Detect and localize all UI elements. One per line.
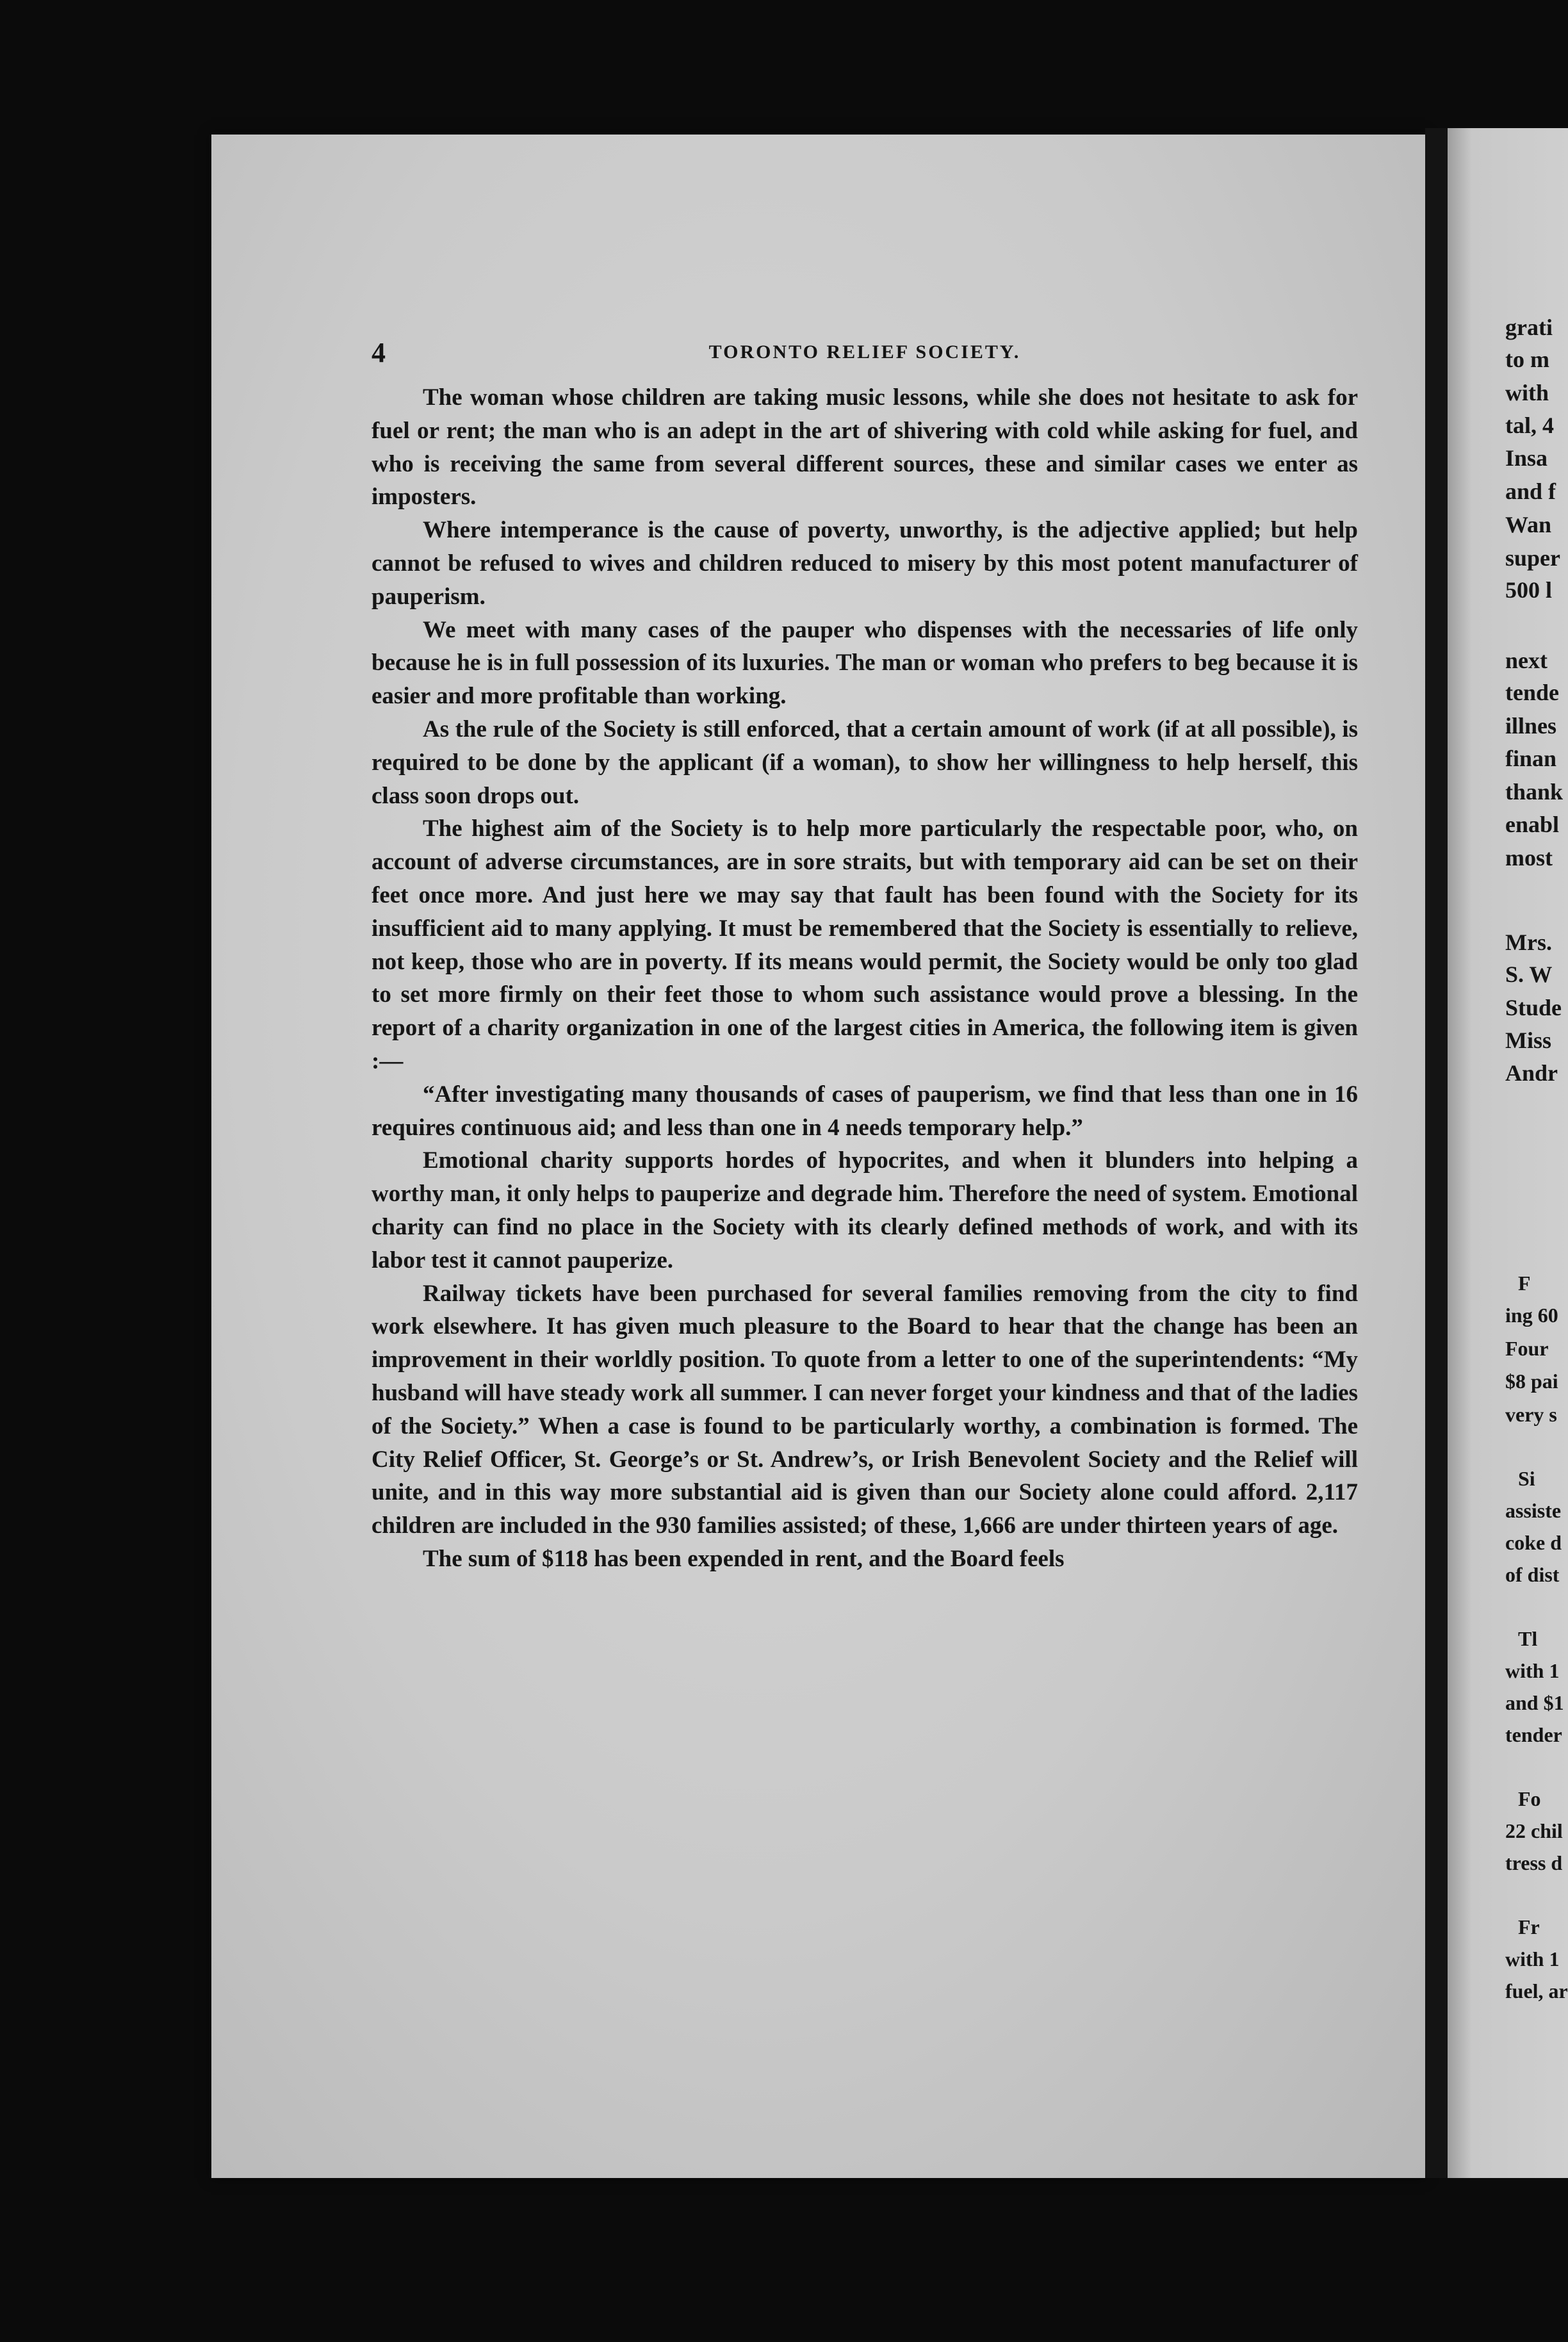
paragraph: We meet with many cases of the pauper who dispenses with the necessaries of life only because he is in full possession of its luxuries. The man or woman who prefers to beg because it is easier and more profitable than working. bbox=[372, 616, 1358, 710]
facing-page-fragment: and $1 bbox=[1505, 1691, 1564, 1714]
facing-page-fragment: finan bbox=[1505, 746, 1557, 771]
facing-page-fragment: 22 chil bbox=[1505, 1819, 1563, 1842]
facing-page-fragment: S. W bbox=[1505, 962, 1553, 987]
page-body bbox=[372, 336, 1358, 1576]
paragraph: The woman whose children are taking music lessons, while she does not hesitate to ask for fuel or rent; the man who is an adept in the art of shivering with cold while asking for fuel, and who is receiving the same from several different sources, these and similar cases we enter as imposters. bbox=[372, 384, 1358, 511]
facing-page-fragment: most bbox=[1505, 845, 1553, 871]
running-head: TORONTO RELIEF SOCIETY. bbox=[708, 341, 1021, 363]
facing-page-fragment: of dist bbox=[1505, 1563, 1560, 1586]
facing-page-fragment: Andr bbox=[1505, 1060, 1558, 1086]
book-page bbox=[211, 135, 1425, 2178]
facing-page-fragment: Four bbox=[1505, 1337, 1549, 1360]
facing-page-fragment: F bbox=[1518, 1272, 1531, 1295]
facing-page-fragment: tender bbox=[1505, 1723, 1562, 1746]
quotation-paragraph: “After investigating many thousands of cases of pauperism, we find that less than one in 16 requires continuous aid; and less than one in 4 needs temporary help.” bbox=[372, 1081, 1358, 1141]
facing-page-fragment: Fo bbox=[1518, 1787, 1541, 1810]
facing-page-fragment: Stude bbox=[1505, 995, 1562, 1020]
book-gutter bbox=[1425, 128, 1448, 2178]
facing-page-fragment: thank bbox=[1505, 779, 1564, 805]
facing-page-fragment: Fr bbox=[1518, 1915, 1540, 1938]
facing-page-fragment: and f bbox=[1505, 479, 1556, 504]
paragraph: The highest aim of the Society is to help more particularly the respectable poor, who, on account of adverse circumstances, are in sore straits, but with temporary aid can be set on their feet once more. And just here we may say that fault has been found with the Society for its insufficient aid to many applying. It must be remembered that the Society is essentially to relieve, not keep, those who are in poverty. If its means would permit, the Society would be only too glad to set more firmly on their feet those to whom such assistance would prove a blessing. In the report of a charity organization in one of the largest cities in America, the following item is given :— bbox=[372, 815, 1358, 1074]
facing-page-fragment: tende bbox=[1505, 680, 1559, 705]
facing-page-fragment: Si bbox=[1518, 1467, 1535, 1490]
facing-page-fragment: super bbox=[1505, 545, 1561, 571]
facing-page-fragment: with bbox=[1505, 380, 1549, 405]
paragraph: Where intemperance is the cause of poverty, unworthy, is the adjective applied; but help cannot be refused to wives and children reduced to misery by this most potent manufacturer of pauperism. bbox=[372, 517, 1358, 610]
facing-page-fragment: to m bbox=[1505, 347, 1549, 372]
facing-page-fragment: 500 l bbox=[1505, 577, 1553, 603]
facing-page-fragment: very s bbox=[1505, 1403, 1557, 1426]
facing-page-fragment: Tl bbox=[1518, 1627, 1538, 1650]
facing-page-fragment: with 1 bbox=[1505, 1659, 1560, 1682]
page-header bbox=[372, 336, 1358, 381]
paragraph: As the rule of the Society is still enforced, that a certain amount of work (if at all possible), is required to be done by the applicant (if a woman), to show her willingness to help herself, this class soon drops out. bbox=[372, 716, 1358, 809]
facing-page-fragment: $8 pai bbox=[1505, 1370, 1558, 1393]
paragraph: The sum of $118 has been expended in rent, and the Board feels bbox=[423, 1545, 1065, 1572]
paragraph: Railway tickets have been purchased for several families removing from the city to find work elsewhere. It has given much pleasure to the Board to hear that the change has been an improvement in their worldly position. To quote from a letter to one of the superintendents: “My husband will have steady work all summer. I can never forget your kindness and that of the ladies of the Society.” When a case is found to be particularly worthy, a combination is formed. The City Relief Officer, St. George’s or St. Andrew’s, or Irish Benevolent Society and the Relief will unite, and in this way more substantial aid is given than our Society alone could afford. 2,117 children are included in the 930 families assisted; of these, 1,666 are under thirteen years of age. bbox=[372, 1280, 1358, 1539]
facing-page-fragment: coke d bbox=[1505, 1531, 1562, 1554]
facing-page-fragment: grati bbox=[1505, 315, 1553, 340]
facing-page-fragment: fuel, ar bbox=[1505, 1979, 1568, 2002]
facing-page-fragment: Insa bbox=[1505, 445, 1548, 471]
facing-page bbox=[1448, 128, 1568, 2178]
facing-page-fragment: with 1 bbox=[1505, 1947, 1560, 1970]
facing-page-fragment: next bbox=[1505, 648, 1548, 673]
facing-page-fragment: tal, 4 bbox=[1505, 413, 1554, 438]
facing-page-fragment: illnes bbox=[1505, 713, 1557, 739]
facing-page-fragment: ing 60 bbox=[1505, 1304, 1558, 1327]
facing-page-fragment: assiste bbox=[1505, 1499, 1562, 1522]
facing-page-fragment: Mrs. bbox=[1505, 929, 1552, 955]
facing-page-fragment: Miss bbox=[1505, 1028, 1551, 1053]
facing-page-fragment: tress d bbox=[1505, 1851, 1563, 1874]
page-number: 4 bbox=[372, 337, 387, 368]
facing-page-fragment: enabl bbox=[1505, 812, 1560, 837]
facing-page-fragment: Wan bbox=[1505, 512, 1552, 537]
paragraph: Emotional charity supports hordes of hypocrites, and when it blunders into helping a worthy man, it only helps to pauperize and degrade him. Therefore the need of system. Emotional charity can find no place in the Society with its clearly defined methods of work, and with its labor test it cannot pauperize. bbox=[372, 1147, 1358, 1273]
